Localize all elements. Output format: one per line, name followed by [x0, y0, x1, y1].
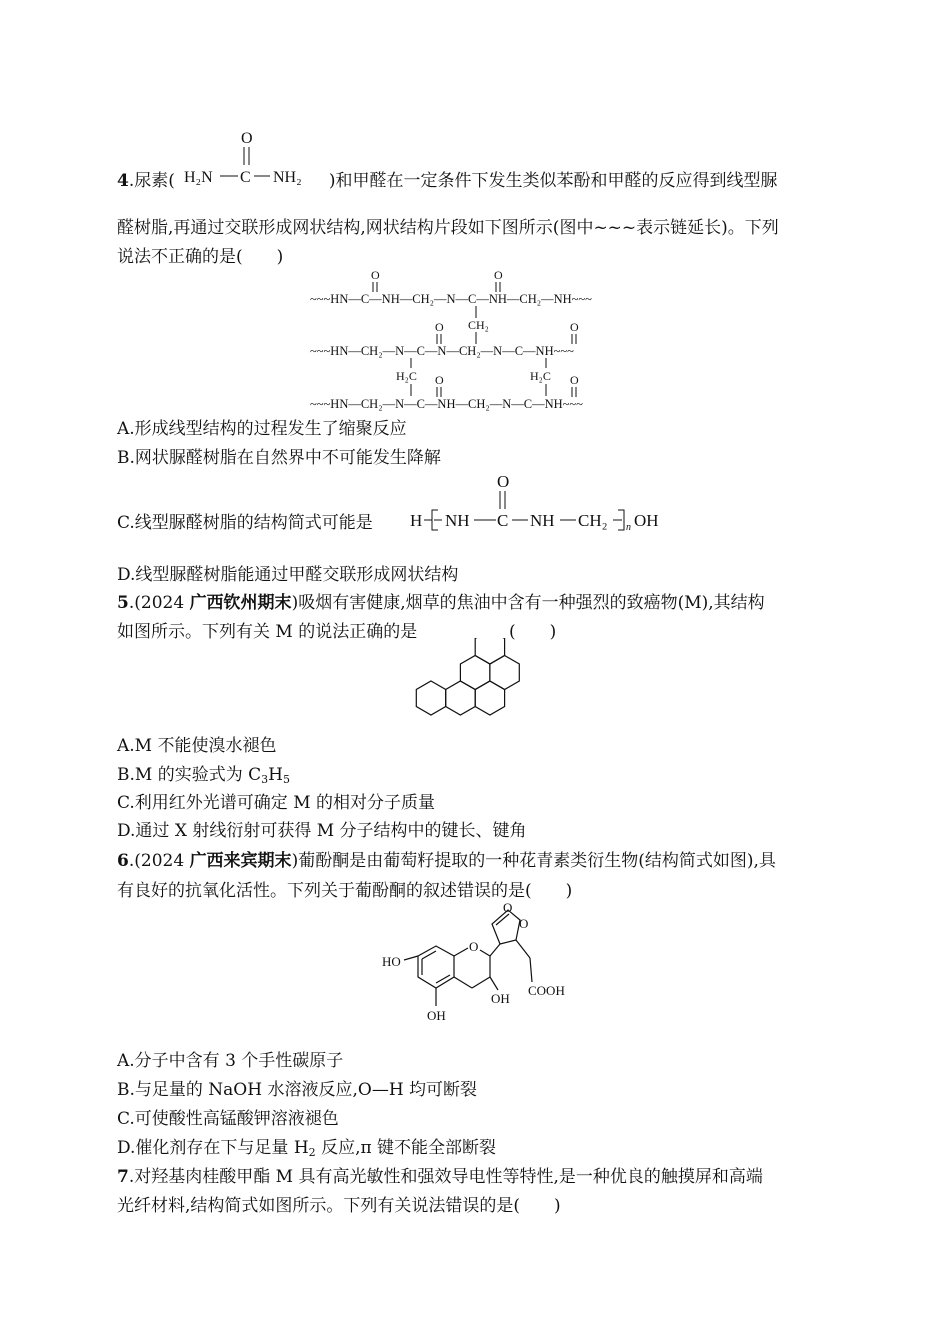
viniferone-structure	[380, 898, 580, 1030]
svg-text:CH₂: CH₂	[468, 318, 489, 332]
aromatic-ring	[475, 681, 504, 715]
svg-text:n: n	[626, 522, 631, 533]
svg-text:H₂C: H₂C	[530, 369, 551, 383]
svg-text:~~~HN—CH₂—N—C—N—CH₂—N—C—NH~~~: ~~~HN—CH₂—N—C—N—CH₂—N—C—NH~~~	[310, 344, 574, 358]
svg-text:O: O	[519, 916, 529, 931]
svg-text:O: O	[469, 939, 479, 954]
aromatic-ring	[475, 638, 504, 664]
aromatic-ring	[490, 656, 519, 690]
svg-text:O: O	[497, 472, 510, 491]
q6-option-c: C.可使酸性高锰酸钾溶液褪色	[117, 1109, 339, 1129]
q7-stem-line2: 光纤材料,结构简式如图所示。下列有关说法错误的是( )	[117, 1196, 561, 1216]
svg-text:O: O	[371, 268, 380, 282]
q5-option-a: A.M 不能使溴水褪色	[117, 736, 277, 756]
svg-text:O: O	[570, 320, 579, 334]
svg-text:OH: OH	[427, 1008, 446, 1023]
svg-text:OH: OH	[634, 511, 659, 530]
q6-stem-line2: 有良好的抗氧化活性。下列关于葡酚酮的叙述错误的是( )	[117, 881, 573, 901]
q7-stem-line1: 7.对羟基肉桂酸甲酯 M 具有高光敏性和强效导电性等特性,是一种优良的触摸屏和高端	[117, 1167, 763, 1187]
svg-text:O: O	[570, 373, 579, 387]
svg-text:NH: NH	[530, 511, 555, 530]
aromatic-ring	[416, 681, 445, 715]
svg-text:H: H	[410, 511, 423, 530]
svg-text:C: C	[240, 169, 251, 186]
q6-option-a: A.分子中含有 3 个手性碳原子	[117, 1051, 344, 1071]
svg-text:O: O	[435, 373, 444, 387]
urea-structure	[180, 125, 330, 195]
svg-text:H₂N: H₂N	[184, 169, 213, 186]
q5-stem-line1: 5.(2024 广西钦州期末)吸烟有害健康,烟草的焦油中含有一种强烈的致癌物(M),其结构	[117, 593, 765, 613]
svg-text:O: O	[503, 900, 513, 915]
svg-text:CH₂: CH₂	[578, 511, 608, 530]
svg-text:HO: HO	[382, 954, 401, 969]
benzopyrene-structure	[400, 638, 560, 724]
q4-stem-line2: 醛树脂,再通过交联形成网状结构,网状结构片段如下图所示(图中~~~表示链延长)。下列	[117, 218, 779, 238]
q5-stem-line2: 如图所示。下列有关 M 的说法正确的是 ( )	[117, 622, 557, 642]
linear-resin-formula	[408, 470, 678, 538]
svg-text:~~~HN—CH₂—N—C—NH—CH₂—N—C—NH~~~: ~~~HN—CH₂—N—C—NH—CH₂—N—C—NH~~~	[310, 397, 583, 411]
aromatic-ring	[446, 681, 476, 715]
q4-stem-line1: 4.尿素( )和甲醛在一定条件下发生类似苯酚和甲醛的反应得到线型脲	[117, 171, 778, 191]
q5-option-b: B.M 的实验式为 $C_3H_5$	[117, 765, 290, 786]
q4-number: 4	[117, 171, 129, 191]
q6-option-d: D.催化剂存在下与足量 $H_2$ 反应,π 键不能全部断裂	[117, 1138, 497, 1159]
q5-option-c: C.利用红外光谱可确定 M 的相对分子质量	[117, 793, 436, 813]
aromatic-ring	[460, 656, 490, 690]
q5-option-d: D.通过 X 射线衍射可获得 M 分子结构中的键长、键角	[117, 821, 527, 841]
svg-text:~~~HN—C—NH—CH₂—N—C—NH—CH₂—NH~~: ~~~HN—C—NH—CH₂—N—C—NH—CH₂—NH~~~	[310, 292, 592, 306]
q4-option-c: C.线型脲醛树脂的结构简式可能是	[117, 513, 373, 533]
q4-option-d: D.线型脲醛树脂能通过甲醛交联形成网状结构	[117, 565, 459, 585]
q6-stem-line1: 6.(2024 广西来宾期末)葡酚酮是由葡萄籽提取的一种花青素类衍生物(结构简式如图),具	[117, 851, 776, 871]
svg-text:H₂C: H₂C	[396, 369, 417, 383]
svg-text:C: C	[497, 511, 509, 530]
svg-text:O: O	[241, 130, 253, 147]
q4-option-b: B.网状脲醛树脂在自然界中不可能发生降解	[117, 448, 441, 468]
q6-option-b: B.与足量的 NaOH 水溶液反应,O—H 均可断裂	[117, 1080, 478, 1100]
svg-text:COOH: COOH	[528, 983, 565, 998]
urea-formaldehyde-network	[308, 262, 648, 414]
q4-option-a: A.形成线型结构的过程发生了缩聚反应	[117, 419, 407, 439]
q4-stem-line3: 说法不正确的是( )	[117, 247, 284, 267]
svg-text:O: O	[494, 268, 503, 282]
svg-text:NH₂: NH₂	[273, 169, 302, 186]
svg-text:O: O	[435, 320, 444, 334]
svg-text:OH: OH	[491, 991, 510, 1006]
svg-text:NH: NH	[445, 511, 470, 530]
